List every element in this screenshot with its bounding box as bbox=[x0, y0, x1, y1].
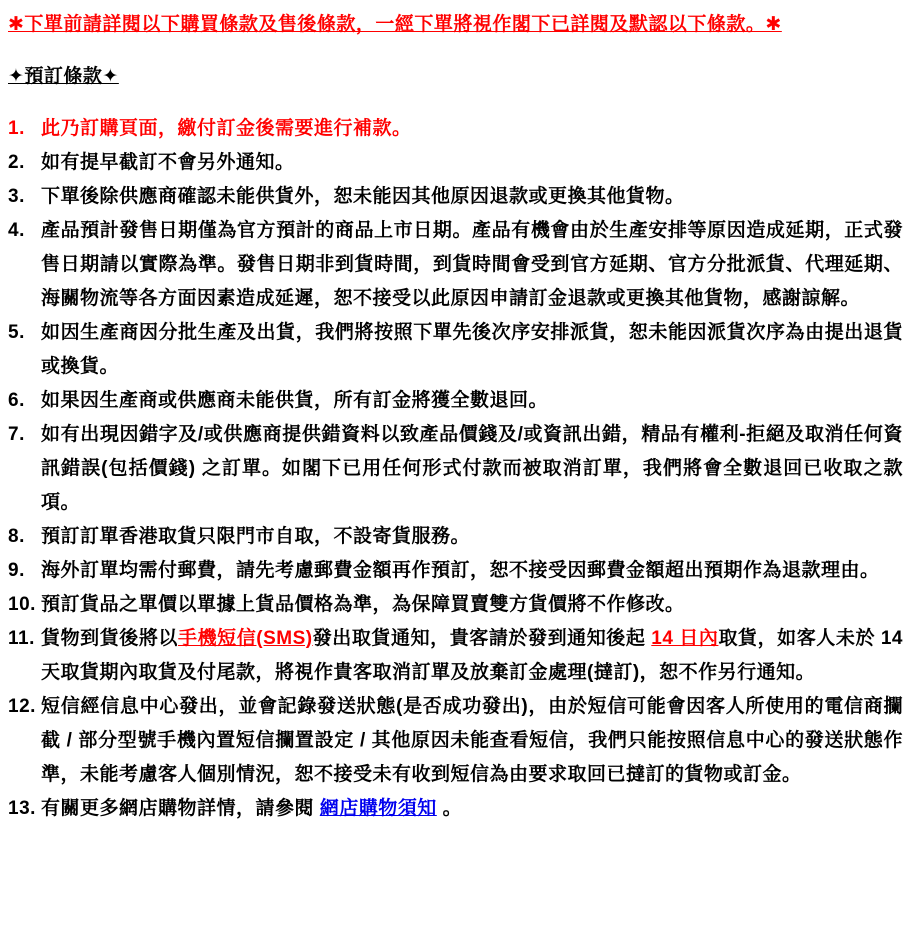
term-number: 13. bbox=[8, 798, 36, 819]
term-item-8 bbox=[8, 520, 903, 554]
term-number: 12. bbox=[8, 696, 36, 717]
text-segment: 此乃訂購頁面，繳付訂金後需要進行補款。 bbox=[41, 118, 412, 139]
text-segment: 如果因生產商或供應商未能供貨，所有訂金將獲全數退回。 bbox=[41, 390, 549, 411]
term-text bbox=[41, 152, 295, 173]
text-segment: 如有出現因錯字及/或供應商提供錯資料以致產品價錢及/或資訊出錯，精品有權利-拒絕及取消任何資訊錯誤(包括價錢) 之訂單。如閣下已用任何形式付款而被取消訂單，我們將會全數退回已收取之款項。 bbox=[41, 424, 903, 513]
term-text bbox=[41, 220, 903, 309]
terms-list bbox=[8, 112, 903, 826]
store-shopping-guide-link[interactable]: 網店購物須知 bbox=[319, 798, 437, 819]
term-item-9 bbox=[8, 554, 903, 588]
term-number: 2. bbox=[8, 152, 25, 173]
term-number: 11. bbox=[8, 628, 35, 649]
term-number: 10. bbox=[8, 594, 36, 615]
term-number: 8. bbox=[8, 526, 25, 547]
term-number: 7. bbox=[8, 424, 25, 445]
term-text bbox=[41, 118, 412, 139]
term-item-4 bbox=[8, 214, 903, 316]
term-item-6 bbox=[8, 384, 903, 418]
text-segment: 下單後除供應商確認未能供貨外，恕未能因其他原因退款或更換其他貨物。 bbox=[41, 186, 685, 207]
term-text bbox=[41, 322, 903, 377]
term-number: 5. bbox=[8, 322, 25, 343]
term-text bbox=[41, 424, 903, 513]
term-item-2 bbox=[8, 146, 903, 180]
term-text bbox=[41, 798, 462, 819]
sms-highlight: 手機短信(SMS) bbox=[178, 628, 313, 649]
text-segment: 。 bbox=[436, 798, 463, 819]
term-text bbox=[41, 594, 685, 615]
text-segment: 海外訂單均需付郵費，請先考慮郵費金額再作預訂，恕不接受因郵費金額超出預期作為退款理由。 bbox=[41, 560, 880, 581]
text-segment: 如有提早截訂不會另外通知。 bbox=[41, 152, 295, 173]
term-item-12 bbox=[8, 690, 903, 792]
text-segment: 預訂貨品之單價以單據上貨品價格為準，為保障買賣雙方貨價將不作修改。 bbox=[41, 594, 685, 615]
text-segment: 貨物到貨後將以 bbox=[41, 628, 179, 649]
term-item-1 bbox=[8, 112, 903, 146]
term-text bbox=[41, 186, 685, 207]
term-number: 9. bbox=[8, 560, 25, 581]
term-item-7 bbox=[8, 418, 903, 520]
term-text bbox=[41, 696, 903, 785]
term-text bbox=[41, 390, 548, 411]
section-title-preorder-terms: ✦預訂條款✦ bbox=[8, 66, 119, 87]
text-segment: 產品預計發售日期僅為官方預計的商品上市日期。產品有機會由於生產安排等原因造成延期，正式發售日期請以實際為準。發售日期非到貨時間，到貨時間會受到官方延期、官方分批派貨、代理延期、海關物流等各方面因素造成延遲，恕不接受以此原因申請訂金退款或更換其他貨物，感謝諒解。 bbox=[41, 220, 903, 309]
text-segment: 取貨，如客人未於 14 天取貨期內取貨及付尾款，將視作貴客取消訂單及放棄訂金處理(撻訂)，恕不作另行通知。 bbox=[41, 628, 904, 683]
text-segment: 預訂訂單香港取貨只限門市自取，不設寄貨服務。 bbox=[41, 526, 471, 547]
text-segment: 發出取貨通知，貴客請於發到通知後起 bbox=[312, 628, 652, 649]
term-number: 6. bbox=[8, 390, 25, 411]
term-text bbox=[41, 526, 470, 547]
term-text bbox=[41, 560, 880, 581]
term-item-3 bbox=[8, 180, 903, 214]
term-number: 4. bbox=[8, 220, 25, 241]
term-item-13 bbox=[8, 792, 903, 826]
term-number: 3. bbox=[8, 186, 25, 207]
text-segment: 短信經信息中心發出，並會記錄發送狀態(是否成功發出)，由於短信可能會因客人所使用的電信商攔截 / 部分型號手機內置短信攔置設定 / 其他原因未能查看短信，我們只能按照信息中心的發送狀態作準，未能考慮客人個別情況，恕不接受未有收到短信為由要求取回已撻訂的貨物或訂金。 bbox=[41, 696, 903, 785]
term-number: 1. bbox=[8, 118, 25, 139]
term-item-11 bbox=[8, 622, 903, 690]
text-segment: 如因生產商因分批生產及出貨，我們將按照下單先後次序安排派貨，恕未能因派貨次序為由提出退貨或換貨。 bbox=[41, 322, 903, 377]
term-item-10 bbox=[8, 588, 903, 622]
purchase-notice-header: ✱下單前請詳閱以下購買條款及售後條款，一經下單將視作閣下已詳閱及默認以下條款。✱ bbox=[8, 14, 782, 35]
pickup-deadline-highlight: 14 日內 bbox=[651, 628, 719, 649]
term-item-5 bbox=[8, 316, 903, 384]
term-text bbox=[41, 628, 903, 683]
text-segment: 有關更多網店購物詳情，請參閱 bbox=[41, 798, 320, 819]
